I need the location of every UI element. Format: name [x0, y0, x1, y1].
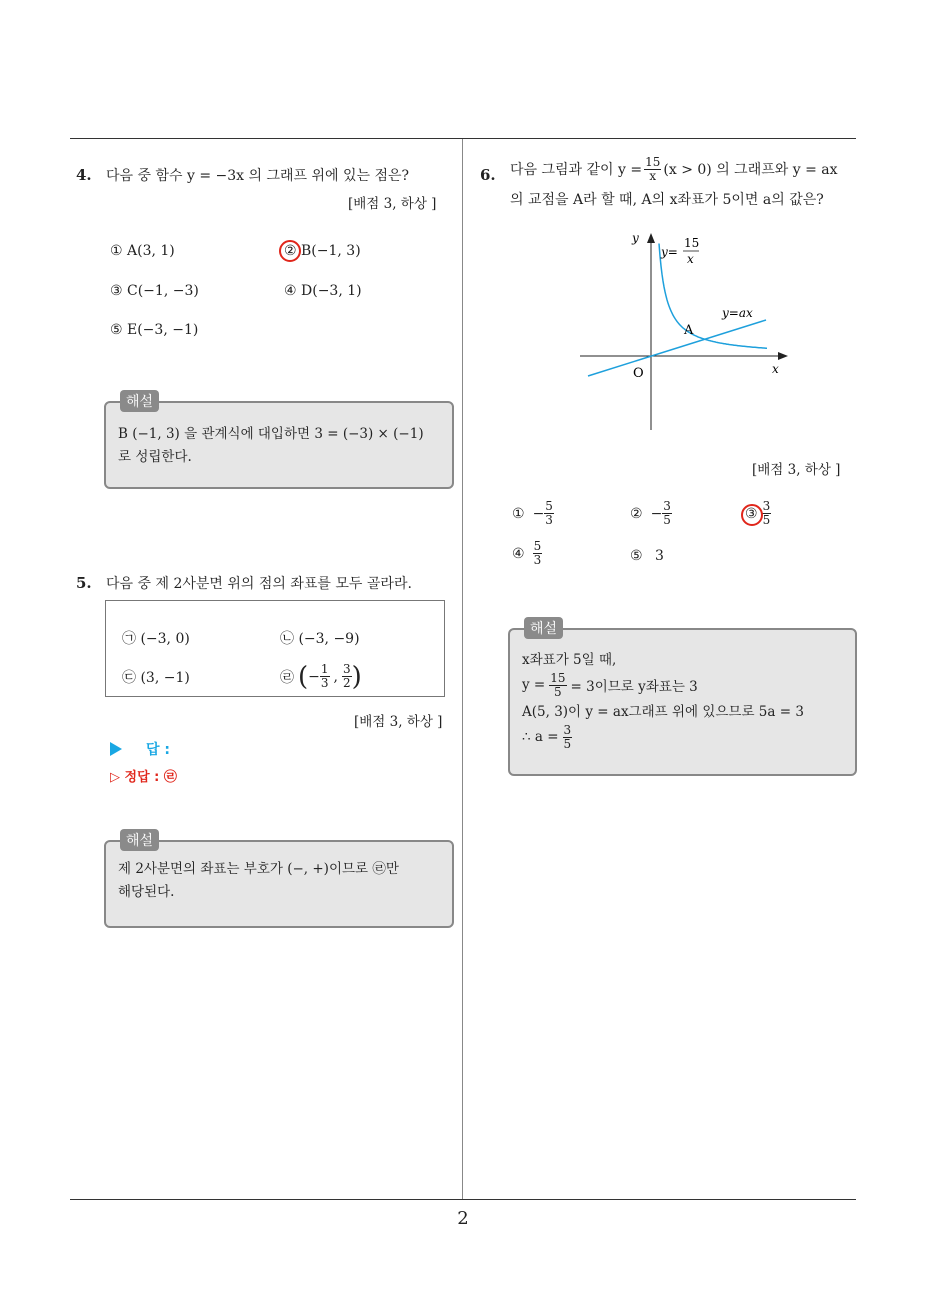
q6-question-line-1 — [510, 156, 838, 183]
q5-solution-text — [118, 858, 448, 904]
q4-option-5[interactable]: ⑤ E(−3, −1) — [110, 322, 199, 338]
curve-label-numerator: 15 — [684, 236, 700, 250]
curve-label-prefix: y= — [661, 245, 678, 259]
x-axis-label: x — [772, 362, 779, 376]
q5-choice-1: ㉠ (−3, 0) — [122, 631, 190, 647]
q6-option-4-num: ④ — [512, 545, 525, 562]
q6-option-5-value: 3 — [655, 548, 664, 564]
y-axis-label: y — [632, 231, 639, 245]
q6-option-5-num: ⑤ — [630, 548, 643, 564]
q6-fraction: $\frac{15}{x}$ — [645, 155, 661, 183]
q6-number: 6. — [480, 166, 496, 184]
y-axis-arrow-icon — [647, 233, 655, 243]
q5-question: 다음 중 제 2사분면 위의 점의 좌표를 모두 골라라. — [106, 576, 412, 592]
q4-solution-line-1: B (−1, 3) 을 관계식에 대입하면 3 = (−3) × (−1) — [118, 426, 424, 442]
q4-option-3[interactable]: ③ C(−1, −3) — [110, 283, 199, 299]
x-axis-arrow-icon — [778, 352, 788, 360]
q6-answer-mark-icon — [741, 504, 763, 526]
q6-option-4-frac: $\frac{5}{3}$ — [533, 539, 542, 567]
line-y-ax — [588, 320, 766, 376]
q4-solution-line-2: 로 성립한다. — [118, 449, 192, 465]
q5-answer-row — [110, 739, 170, 759]
q6-option-2-frac: $\frac{3}{5}$ — [663, 499, 671, 527]
q6-graph — [570, 225, 800, 435]
q6-option-1-sign: − — [532, 505, 545, 522]
hyperbola-curve — [659, 244, 767, 349]
q4-option-1[interactable]: ① A(3, 1) — [110, 243, 175, 259]
q4-question: 다음 중 함수 y = −3x 의 그래프 위에 있는 점은? — [106, 168, 410, 184]
line-label: y=ax — [722, 306, 753, 320]
q6-solution-l2-a: y = — [522, 677, 546, 693]
q6-option-3-frac: $\frac{3}{5}$ — [762, 499, 771, 527]
page-number: 2 — [457, 1208, 469, 1229]
q6-solution-l2-b: = 3이므로 y좌표는 3 — [570, 679, 698, 695]
q4-answer-mark-icon — [279, 240, 301, 262]
q6-option-4[interactable] — [512, 540, 542, 567]
q5-number: 5. — [76, 574, 92, 592]
point-a-label: A — [684, 323, 694, 338]
q6-solution-tag: 해설 — [524, 617, 563, 639]
q4-solution-text — [118, 423, 448, 469]
q6-solution-line-1: x좌표가 5일 때, — [522, 652, 617, 668]
top-rule — [70, 138, 856, 139]
q5-score: [배점 3, 하상 ] — [354, 714, 443, 730]
q6-solution-text — [522, 648, 852, 752]
q5-choice-4-neg: − — [308, 668, 320, 685]
right-paren-icon: ) — [351, 661, 362, 692]
q5-choice-4 — [280, 663, 362, 690]
q6-score: [배점 3, 하상 ] — [752, 462, 841, 478]
left-paren-icon: ( — [298, 661, 309, 692]
q6-solution-line-2 — [522, 670, 852, 700]
q4-score: [배점 3, 하상 ] — [348, 196, 437, 212]
q5-choice-4-label: ㉣ — [280, 669, 294, 686]
q5-choice-4-frac-1: $\frac{1}{3}$ — [320, 662, 329, 690]
q6-option-1-frac: $\frac{5}{3}$ — [545, 499, 553, 527]
q5-choice-3: ㉢ (3, −1) — [122, 670, 190, 686]
q5-choice-2: ㉡ (−3, −9) — [280, 631, 360, 647]
q6-text-b: (x > 0) 의 그래프와 y = ax — [663, 161, 838, 178]
q5-correct-answer: ▷ 정답 : ㉣ — [110, 770, 177, 785]
q6-solution-l4-frac: $\frac{3}{5}$ — [563, 722, 572, 751]
q5-answer-label: 답 : — [146, 742, 170, 758]
q6-solution-line-4 — [522, 722, 852, 752]
q6-option-1-num: ① — [512, 505, 525, 522]
q5-solution-line-1: 제 2사분면의 좌표는 부호가 (−, +)이므로 ㉣만 — [118, 861, 399, 877]
q6-text-a: 다음 그림과 같이 y = — [510, 161, 643, 178]
origin-label: O — [633, 366, 644, 381]
q4-option-2[interactable]: ② B(−1, 3) — [284, 243, 361, 259]
q6-option-3-num: ③ — [745, 505, 758, 522]
play-arrow-icon — [110, 742, 122, 756]
curve-label-denominator: x — [687, 252, 694, 266]
q6-option-5[interactable] — [630, 548, 664, 564]
q5-solution-tag: 해설 — [120, 829, 159, 851]
q6-option-2[interactable] — [630, 500, 672, 527]
bottom-rule — [70, 1199, 856, 1200]
q5-solution-line-2: 해당된다. — [118, 884, 175, 900]
column-divider — [462, 139, 463, 1199]
q6-solution-line-3: A(5, 3)이 y = ax그래프 위에 있으므로 5a = 3 — [522, 704, 804, 720]
q6-option-1[interactable] — [512, 500, 554, 527]
q5-choice-4-frac-2: $\frac{3}{2}$ — [342, 662, 351, 690]
q4-option-4[interactable]: ④ D(−3, 1) — [284, 283, 362, 299]
q6-option-2-sign: − — [650, 505, 663, 522]
comma-icon: , — [333, 668, 338, 685]
q6-solution-l2-frac: $\frac{15}{5}$ — [550, 670, 566, 699]
q6-option-2-num: ② — [630, 505, 643, 522]
q6-solution-l4-a: ∴ a = — [522, 729, 559, 745]
q4-number: 4. — [76, 166, 92, 184]
q4-solution-tag: 해설 — [120, 390, 159, 412]
q6-question-line-2: 의 교점을 A라 할 때, A의 x좌표가 5이면 a의 값은? — [510, 192, 824, 208]
